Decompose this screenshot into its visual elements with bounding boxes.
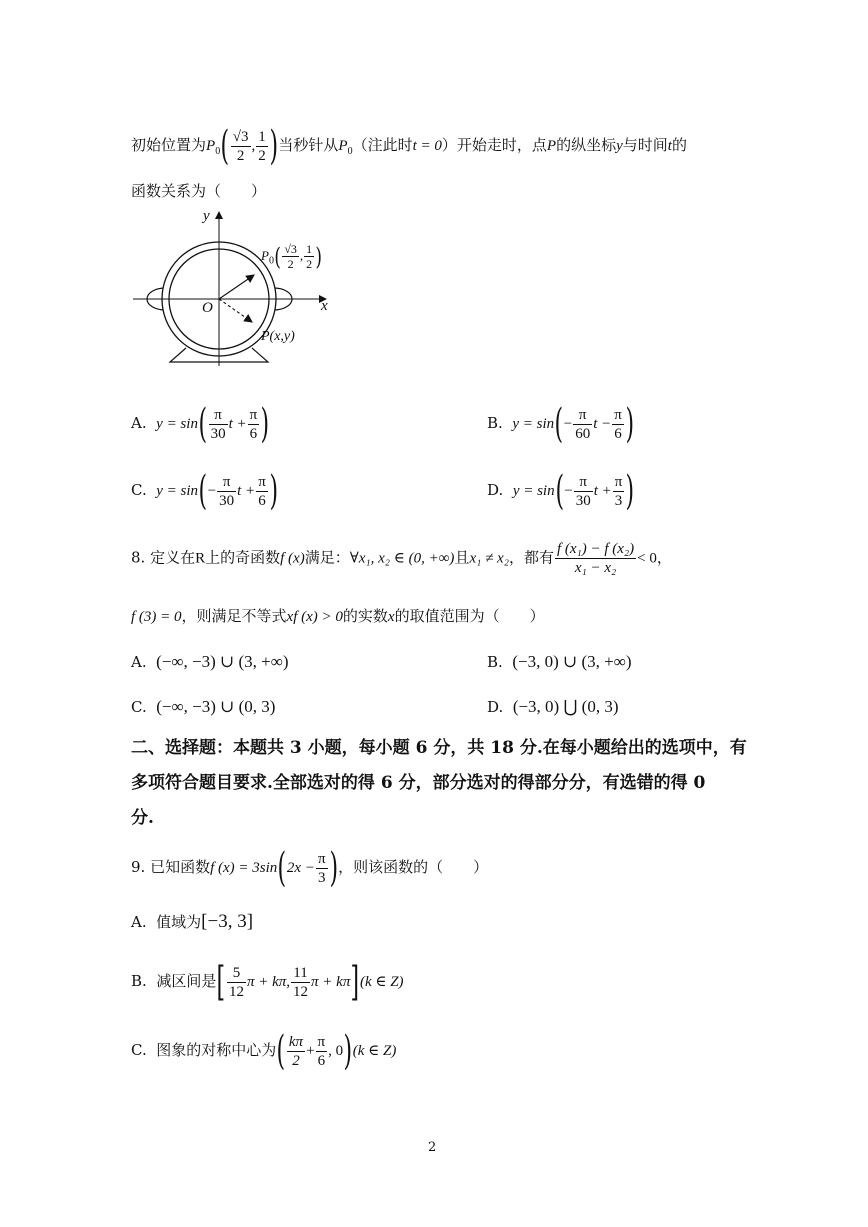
- y-axis-label: y: [203, 208, 210, 224]
- q8-option-c: C. (−∞, −3) ∪ (0, 3): [131, 697, 276, 716]
- paren-open: (: [220, 123, 230, 169]
- q7-text-b: 当秒针从: [278, 136, 339, 154]
- q9-option-c: C. 图象的对称中心为( $\frac{k\pi}{2}$ + $\frac{\pi}{6}$ , 0)(k ∈ Z): [131, 1028, 397, 1074]
- q7-option-a: A. y = sin( $\frac{\pi}{30}$ t + $\frac{\pi}{6}$ ): [131, 401, 270, 447]
- q7-option-b: B. y = sin(− $\frac{\pi}{60}$ t − $\frac{\pi}{6}$ ): [487, 401, 634, 447]
- origin-label: O: [202, 300, 213, 316]
- q8-option-a: A. (−∞, −3) ∪ (3, +∞): [131, 652, 289, 671]
- clock-svg: [128, 208, 348, 368]
- paren-close: ): [269, 123, 278, 169]
- section2-line2: 多项符合题目要求.全部选对的得 6 分，部分选对的得部分分，有选错的得 0: [131, 773, 706, 793]
- q7-line1: 初始位置为$P_0$( $\frac{√3}{2}$ , $\frac{1}{2}$ )当秒针从$P_0$（注此时t = 0）开始走时，点P的纵坐标y与时间t的: [131, 123, 687, 169]
- q8-option-d: D. (−3, 0) ⋃ (0, 3): [487, 697, 619, 716]
- p0-subscript: 0: [215, 146, 221, 157]
- section2-line1: 二、选择题：本题共 3 小题，每小题 6 分，共 18 分.在每小题给出的选项中，有: [131, 738, 747, 758]
- p0-symbol-2: P: [338, 138, 348, 154]
- p0-symbol: P: [206, 138, 216, 154]
- q9-stem: 9. 已知函数f (x) = 3sin(2x − $\frac{\pi}{3}$ )，则该函数的（ ）: [131, 845, 489, 891]
- p-coord-label: P(x,y): [261, 329, 295, 344]
- q7-line2: 函数关系为（ ）: [131, 182, 267, 200]
- q8-line1: 8. 定义在R上的奇函数f (x)满足：∀x₁, x₂ ∈ (0, +∞)且x₁ ≠ x₂，都有 $\frac{\text{f (x₁) − f (x₂)}}{\text{x₁ − x₂}}$ < 0，: [131, 541, 672, 576]
- clock-diagram: [128, 208, 348, 368]
- section2-line3: 分.: [131, 808, 154, 828]
- q9-option-a: A. 值域为[−3, 3]: [131, 911, 254, 932]
- p0-coord-label: $P_0$( $\frac{√3}{2}$ , $\frac{1}{2}$ ): [261, 242, 323, 271]
- frac-1-2: $\frac{1}{2}$: [258, 128, 266, 164]
- q8-line2: f (3) = 0，则满足不等式xf (x) > 0的实数x的取值范围为（ ）: [131, 607, 545, 625]
- q9-option-b: B. 减区间是[ $\frac{5}{12}$ π + kπ, $\frac{11}{12}$ π + kπ](k ∈ Z): [131, 959, 404, 1005]
- q7-text-c: （注此时: [352, 136, 413, 154]
- page-number: 2: [428, 1140, 437, 1155]
- t-eq-zero: t = 0: [412, 138, 442, 154]
- q7-option-c: C. y = sin(− $\frac{\pi}{30}$ t + $\frac{\pi}{6}$ ): [131, 468, 278, 514]
- x-axis-label: x: [321, 298, 328, 314]
- q8-option-b: B. (−3, 0) ∪ (3, +∞): [487, 652, 632, 671]
- q7-text-d: ）开始走时，点: [441, 136, 547, 154]
- q7-text-a: 初始位置为: [131, 136, 207, 154]
- q7-option-d: D. y = sin(− $\frac{\pi}{30}$ t + $\frac{\pi}{3}$ ): [487, 468, 635, 514]
- frac-sqrt3-2: $\frac{√3}{2}$: [232, 128, 249, 164]
